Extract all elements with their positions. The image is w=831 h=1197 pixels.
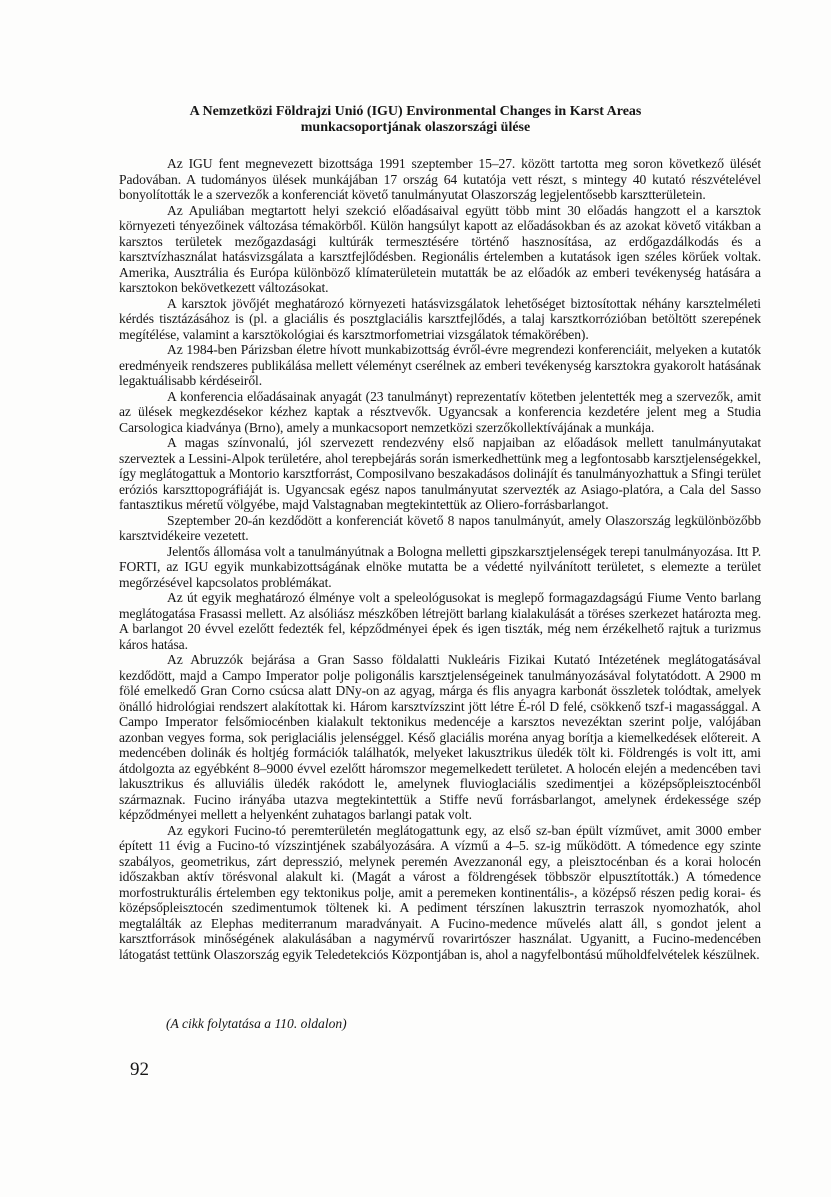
paragraph: A konferencia előadásainak anyagát (23 tanulmányt) reprezentatív kötetben jelentették meg a szervezők, amit az ülések megkezdésekor kézhez kaptak a résztvevők. Ugyancsak a konferencia kezdetére jelent meg a Studia Carsologica kiadványa (Brno), amely a munkacsoport nemzetközi szerzőkollektívájának a munkája. (119, 388, 761, 435)
paragraph: Az Abruzzók bejárása a Gran Sasso földalatti Nukleáris Fizikai Kutató Intézetének meglátogatásával kezdődött, majd a Campo Imperator polje poligonális karsztjelenségeinek tanulmányozásával folytatódott. A 2900 m fölé emelkedő Gran Corno csúcsa alatt DNy-on az agyag, márga és flis anyagra karbonát összletek tolódtak, amelyek önálló hidrológiai rendszert alakítottak ki. Három karsztvízszint jött létre É-ról D felé, csökkenő tszf-i magassággal. A Campo Imperator felsőmiocénben kialakult tektonikus medencéje a karsztos nevezéktan szerint polje, valójában azonban vegyes forma, sok periglaciális jelenséggel. Késő glaciális moréna anyag borítja a kiemelkedések előtereit. A medencében dolinák és holtjég formációk találhatók, melyeket lakusztrikus üledék tölt ki. Földrengés is volt itt, ami átdolgozta az egyébként 8–9000 évvel ezelőtt háromszor megemelkedett területet. A holocén elején a medencében tavi lakusztrikus és alluviális üledék rakódott le, amelynek fluvioglaciális szedimentjei a középsőpleisztocénből származnak. Fucino irányába utazva megtekintettük a Stiffe nevű forrásbarlangot, amelynek érdekessége szép képződményei mellett a helyenként zuhatagos barlangi patak volt. (119, 652, 761, 822)
paragraph: Az IGU fent megnevezett bizottsága 1991 szeptember 15–27. között tartotta meg soron következő ülését Padovában. A tudományos ülések munkájában 17 ország 64 kutatója vett részt, s mintegy 40 kutató részvételével bonyolították le a szervezők a konferenciát követő tanulmányutat Olaszország legjelentősebb karsztterületein. (119, 156, 761, 202)
paragraph: A magas színvonalú, jól szervezett rendezvény első napjaiban az előadások mellett tanulmányutakat szerveztek a Lessini-Alpok területére, ahol terepbejárás során ismerkedhettünk meg a legfontosabb karsztjelenségekkel, így meglátogattuk a Montorio karsztforrást, Composilvano beszakadásos dolinájít és tanulmányozhattuk a Sfingi terület eróziós karszttopográfiáját is. Ugyancsak egész napos tanulmányutat szervezték az Asiago-platóra, a Cala del Sasso fantasztikus méretű völgyébe, majd Valstagnaban megtekintettük az Oliero-forrásbarlangot. (119, 435, 761, 512)
paragraph: Szeptember 20-án kezdődött a konferenciát követő 8 napos tanulmányút, amely Olaszország legkülönbözőbb karsztvidékeire vezetett. (119, 512, 761, 543)
paragraph: Jelentős állomása volt a tanulmányútnak a Bologna melletti gipszkarsztjelenségek terepi tanulmányozása. Itt P. FORTI, az IGU egyik munkabizottságának elnöke mutatta be a védetté nyilvánított területet, s elemezte a terület megőrzésével kapcsolatos problémákat. (119, 543, 761, 590)
article-body (119, 156, 761, 962)
paragraph: Az 1984-ben Párizsban életre hívott munkabizottság évről-évre megrendezi konferenciáit, melyeken a kutatók eredményeik rendszeres publikálása mellett véleményt cserélnek az emberi tevékenység karsztokra gyakorolt hatásának legaktuálisabb kérdéseiről. (119, 342, 761, 388)
paragraph: Az Apuliában megtartott helyi szekció előadásaival együtt több mint 30 előadás hangzott el a karsztok környezeti tényezőinek változása témakörből. Külön hangsúlyt kapott az előadásokban és az azokat követő vitákban a karsztos területek mezőgazdasági kultúrák termesztésére történő hasznosítása, az erdőgazdálkodás és a karsztvízhasználat hatásvizsgálata a karsztfejlődésben. Regionális értelemben a kutatások igen széles körűek voltak. Amerika, Ausztrália és Európa különböző klímaterületein mutatták be az előadók az emberi tevékenység hatására a karsztokon bekövetkezett változásokat. (119, 202, 761, 295)
article-title (80, 104, 751, 136)
paragraph: Az út egyik meghatározó élménye volt a speleológusokat is meglepő formagazdagságú Fiume Vento barlang meglátogatása Frasassi mellett. Az alsóliász mészkőben létrejött barlang kialakulását a töréses szerkezet határozta meg. A barlangot 20 évvel ezelőtt fedezték fel, képződményei épek és igen tiszták, még nem érzékelhető rajtuk a turizmus káros hatása. (119, 590, 761, 652)
paragraph: Az egykori Fucino-tó peremterületén meglátogattunk egy, az első sz-ban épült vízművet, amit 3000 ember épített 11 évig a Fucino-tó vízszintjének szabályozására. A vízmű a 4–5. sz-ig működött. A tómedence egy szinte szabályos, geometrikus, zárt depresszió, melynek peremén Avezzanonál egy, a pleisztocénban és a korai holocén időszakban aktív törésvonal alakult ki. (Magát a várost a földrengések többször elpusztították.) A tómedence morfostrukturális értelemben egy tektonikus polje, amit a peremeken kontinentális-, a középső részen pedig korai- és középsőpleisztocén szedimentumok töltenek ki. A pediment térszínen lakusztrin terraszok nyomozhatók, ahol megtalálták az Elephas mediterranum maradványait. A Fucino-medence művelés alatt áll, s gondot jelent a karsztforrások minőségének alakulásában a nagymérvű rovarirtószer használat. Ugyanitt, a Fucino-medencében látogatást tettünk Olaszország egyik Teledetekciós Központjában is, ahol a nagyfelbontású műholdfelvételek készülnek. (119, 822, 761, 962)
page-number: 92 (130, 1059, 149, 1080)
article-title-line-1: A Nemzetközi Földrajzi Unió (IGU) Environmental Changes in Karst Areas (189, 104, 642, 119)
continuation-note: (A cikk folytatása a 110. oldalon) (166, 1016, 347, 1031)
paragraph: A karsztok jövőjét meghatározó környezeti hatásvizsgálatok lehetőséget biztosítottak néhány karsztelméleti kérdés tisztázásához is (pl. a glaciális és posztglaciális karsztfejlődés, a talaj karsztkorrózióban betöltött szerepének megítélése, valamint a karsztökológiai és karsztmorfometriai vizsgálatok témakörében). (119, 295, 761, 342)
article-title-line-2: munkacsoportjának olaszországi ülése (300, 120, 531, 135)
